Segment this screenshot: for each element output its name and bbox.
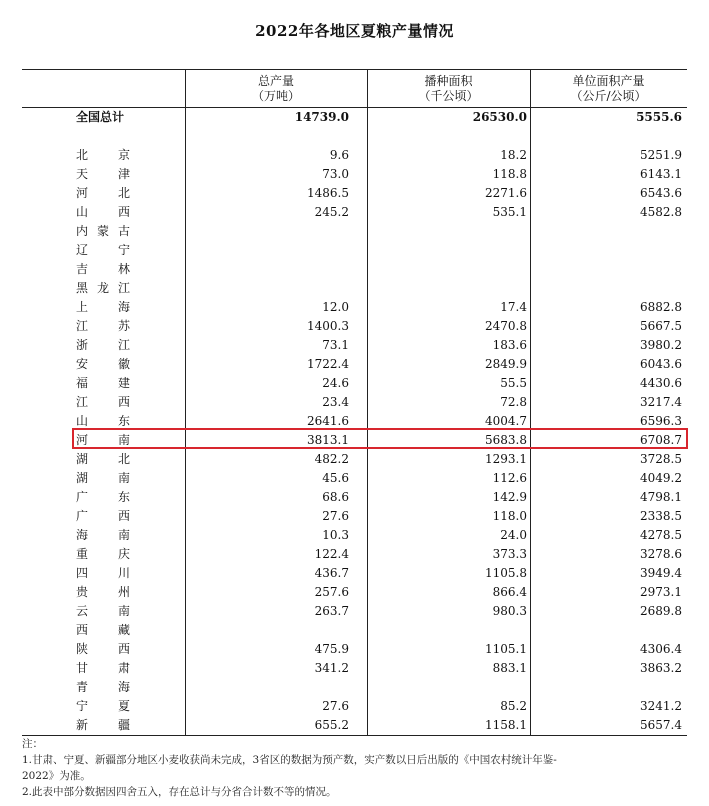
header-total-output-label: 总产量: [257, 74, 294, 88]
province-name: 贵州: [76, 585, 130, 599]
table-row: [22, 374, 687, 393]
sown-area-cell: 85.2: [500, 699, 527, 713]
province-name: 辽宁: [76, 243, 130, 257]
total-output-cell: 1486.5: [307, 186, 349, 200]
sown-area-cell: 883.1: [492, 661, 527, 675]
table-row: [22, 583, 687, 602]
table-row: [22, 355, 687, 374]
note-1: 1.甘肃、宁夏、新疆部分地区小麦收获尚未完成，3省区的数据为预产数，实产数以日后出版的《中国农村统计年鉴-: [22, 754, 557, 766]
yield-cell: 3217.4: [640, 395, 682, 409]
total-output-cell: 27.6: [322, 509, 349, 523]
yield-cell: 6708.7: [640, 433, 682, 447]
total-yield: 5555.6: [636, 110, 682, 124]
page-title: 2022年各地区夏粮产量情况: [255, 22, 454, 40]
province-name: 吉林: [76, 262, 130, 276]
table-row: [22, 697, 687, 716]
province-name: 云南: [76, 604, 130, 618]
yield-cell: 4049.2: [640, 471, 682, 485]
yield-cell: 5667.5: [640, 319, 682, 333]
total-row: [22, 108, 687, 127]
yield-cell: 3278.6: [640, 547, 682, 561]
sown-area-cell: 373.3: [492, 547, 527, 561]
yield-cell: 5657.4: [640, 718, 682, 732]
sown-area-cell: 18.2: [500, 148, 527, 162]
table-row: [22, 393, 687, 412]
table-row: [22, 298, 687, 317]
table-row: [22, 450, 687, 469]
province-name: 西藏: [76, 623, 130, 637]
total-output-cell: 10.3: [322, 528, 349, 542]
sown-area-cell: 2470.8: [485, 319, 527, 333]
header-total-output: [185, 74, 367, 104]
total-output-cell: 2641.6: [307, 414, 349, 428]
table-row: [22, 659, 687, 678]
sown-area-cell: 2849.9: [485, 357, 527, 371]
table-row: [22, 203, 687, 222]
yield-cell: 3241.2: [640, 699, 682, 713]
total-output-cell: 257.6: [314, 585, 349, 599]
province-name: 北京: [76, 148, 130, 162]
province-name: 新疆: [76, 718, 130, 732]
note-1-cont: 2022》为准。: [22, 770, 91, 782]
total-output-cell: 73.0: [322, 167, 349, 181]
total-name: 全国总计: [76, 110, 125, 124]
total-output-cell: 263.7: [314, 604, 349, 618]
province-name: 黑龙江: [76, 281, 130, 295]
province-name: 陕西: [76, 642, 130, 656]
yield-cell: 3863.2: [640, 661, 682, 675]
total-output-cell: 1400.3: [307, 319, 349, 333]
table-row: [22, 526, 687, 545]
sown-area-cell: 118.0: [492, 509, 527, 523]
sown-area-cell: 24.0: [500, 528, 527, 542]
header-yield-label: 单位面积产量: [572, 74, 645, 88]
sown-area-cell: 980.3: [492, 604, 527, 618]
yield-cell: 2973.1: [640, 585, 682, 599]
province-name: 浙江: [76, 338, 130, 352]
table-row: [22, 469, 687, 488]
yield-cell: 3980.2: [640, 338, 682, 352]
sown-area-cell: 1105.1: [485, 642, 527, 656]
province-name: 内蒙古: [76, 224, 130, 238]
table-row: [22, 621, 687, 640]
yield-cell: 4798.1: [640, 490, 682, 504]
table-row: [22, 279, 687, 298]
yield-cell: 3949.4: [640, 566, 682, 580]
yield-cell: 6882.8: [640, 300, 682, 314]
table-row: [22, 507, 687, 526]
table-row: [22, 317, 687, 336]
total-output-cell: 122.4: [314, 547, 349, 561]
sown-area-cell: 118.8: [492, 167, 527, 181]
province-name: 广西: [76, 509, 130, 523]
total-output-cell: 3813.1: [307, 433, 349, 447]
table-row: [22, 564, 687, 583]
province-name: 江苏: [76, 319, 130, 333]
header-yield: [530, 74, 687, 104]
yield-cell: 4306.4: [640, 642, 682, 656]
province-name: 上海: [76, 300, 130, 314]
sown-area-cell: 55.5: [500, 376, 527, 390]
header-yield-unit: （公斤/公顷）: [570, 89, 647, 103]
total-output: 14739.0: [294, 110, 349, 124]
table-row: [22, 222, 687, 241]
yield-cell: 6043.6: [640, 357, 682, 371]
total-output-cell: 1722.4: [307, 357, 349, 371]
province-name: 广东: [76, 490, 130, 504]
table-row: [22, 488, 687, 507]
sown-area-cell: 142.9: [492, 490, 527, 504]
header-sown-area: [367, 74, 530, 104]
table-row: [22, 545, 687, 564]
yield-cell: 5251.9: [640, 148, 682, 162]
table-row: [22, 184, 687, 203]
sown-area-cell: 72.8: [500, 395, 527, 409]
yield-cell: 6596.3: [640, 414, 682, 428]
province-name: 天津: [76, 167, 130, 181]
total-output-cell: 341.2: [314, 661, 349, 675]
highlight-box-henan: [72, 428, 688, 449]
province-name: 重庆: [76, 547, 130, 561]
total-area: 26530.0: [472, 110, 527, 124]
footnotes: [22, 736, 687, 800]
province-name: 宁夏: [76, 699, 130, 713]
table-row: [22, 146, 687, 165]
total-output-cell: 45.6: [322, 471, 349, 485]
province-name: 四川: [76, 566, 130, 580]
sown-area-cell: 535.1: [492, 205, 527, 219]
header-sown-area-label: 播种面积: [424, 74, 473, 88]
sown-area-cell: 4004.7: [485, 414, 527, 428]
table-row: [22, 602, 687, 621]
sown-area-cell: 2271.6: [485, 186, 527, 200]
sown-area-cell: 17.4: [500, 300, 527, 314]
province-name: 青海: [76, 680, 130, 694]
header-total-output-unit: （万吨）: [251, 89, 300, 103]
table-row: [22, 260, 687, 279]
province-name: 山东: [76, 414, 130, 428]
province-name: 湖南: [76, 471, 130, 485]
total-output-cell: 23.4: [322, 395, 349, 409]
province-name: 湖北: [76, 452, 130, 466]
total-output-cell: 73.1: [322, 338, 349, 352]
yield-cell: 6143.1: [640, 167, 682, 181]
sown-area-cell: 112.6: [492, 471, 527, 485]
total-output-cell: 68.6: [322, 490, 349, 504]
total-output-cell: 24.6: [322, 376, 349, 390]
province-name: 河南: [76, 433, 130, 447]
table-row: [22, 640, 687, 659]
sown-area-cell: 866.4: [492, 585, 527, 599]
province-name: 安徽: [76, 357, 130, 371]
total-output-cell: 655.2: [314, 718, 349, 732]
yield-cell: 4430.6: [640, 376, 682, 390]
yield-cell: 3728.5: [640, 452, 682, 466]
yield-cell: 4278.5: [640, 528, 682, 542]
province-name: 海南: [76, 528, 130, 542]
total-output-cell: 436.7: [314, 566, 349, 580]
total-output-cell: 27.6: [322, 699, 349, 713]
table-row: [22, 165, 687, 184]
sown-area-cell: 1158.1: [485, 718, 527, 732]
table-row: [22, 336, 687, 355]
header-sown-area-unit: （千公顷）: [418, 89, 479, 103]
data-table: [22, 69, 687, 736]
notes-label: 注：: [22, 738, 43, 750]
total-output-cell: 12.0: [322, 300, 349, 314]
total-output-cell: 9.6: [329, 148, 349, 162]
yield-cell: 4582.8: [640, 205, 682, 219]
table-row: [22, 678, 687, 697]
sown-area-cell: 1293.1: [485, 452, 527, 466]
province-name: 山西: [76, 205, 130, 219]
province-name: 福建: [76, 376, 130, 390]
total-output-cell: 475.9: [314, 642, 349, 656]
yield-cell: 6543.6: [640, 186, 682, 200]
province-name: 江西: [76, 395, 130, 409]
sown-area-cell: 1105.8: [485, 566, 527, 580]
table-row: [22, 241, 687, 260]
note-2: 2.此表中部分数据因四舍五入，存在总计与分省合计数不等的情况。: [22, 786, 337, 798]
sown-area-cell: 5683.8: [485, 433, 527, 447]
total-output-cell: 482.2: [314, 452, 349, 466]
yield-cell: 2689.8: [640, 604, 682, 618]
total-output-cell: 245.2: [314, 205, 349, 219]
yield-cell: 2338.5: [640, 509, 682, 523]
province-name: 甘肃: [76, 661, 130, 675]
sown-area-cell: 183.6: [492, 338, 527, 352]
province-name: 河北: [76, 186, 130, 200]
table-row: [22, 716, 687, 735]
